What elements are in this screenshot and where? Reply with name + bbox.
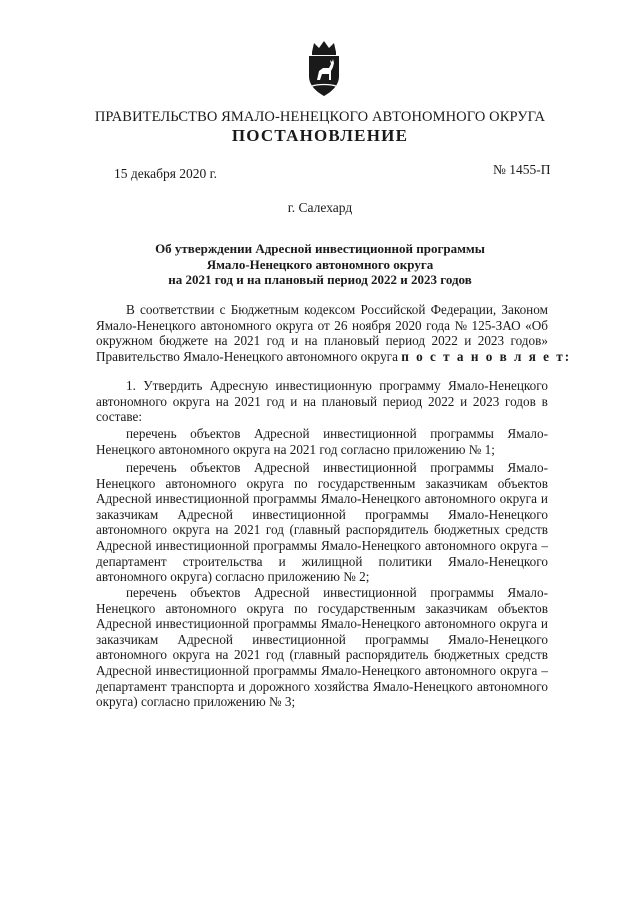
text-line-content: [96, 394, 548, 410]
word: –: [541, 537, 548, 553]
word: Ямало-Ненецкого: [320, 537, 421, 553]
word: и: [540, 616, 548, 632]
word: инвестиционной: [252, 631, 346, 647]
text-line: [96, 554, 548, 570]
word: департамент: [96, 553, 167, 569]
word: автономного: [424, 662, 496, 678]
text-line-content: [96, 522, 548, 538]
word: на: [215, 647, 229, 663]
text-line-content: [96, 476, 548, 492]
word: бюджетных: [434, 522, 500, 538]
word: заказчикам: [425, 600, 488, 616]
word: политики: [378, 553, 432, 569]
word: инвестиционной: [323, 426, 417, 441]
word: автономного: [96, 393, 168, 409]
word: годов»: [510, 333, 548, 349]
word: распорядитель: [345, 522, 429, 538]
text-line-content: [96, 491, 548, 507]
word: государственным: [317, 600, 416, 616]
word: кодексом: [304, 302, 356, 317]
word: инвестиционной: [323, 460, 417, 475]
word: (главный: [289, 522, 341, 538]
document-number: № 1455-П: [493, 162, 551, 177]
word: программы: [430, 585, 494, 600]
word: Ненецкого: [96, 475, 156, 491]
word: инвестиционной: [155, 616, 250, 632]
word: заказчикам: [96, 631, 159, 647]
word: округа: [499, 616, 537, 632]
word: ноября: [351, 317, 391, 333]
title-line: Ямало-Ненецкого автономного округа: [206, 256, 434, 272]
text-line-content: [126, 378, 548, 394]
word: объектов: [190, 585, 241, 600]
word: год: [265, 647, 284, 663]
text-line-content: [96, 616, 548, 632]
government-name: ПРАВИТЕЛЬСТВО ЯМАЛО-НЕНЕЦКОГО АВТОНОМНОГО ОКРУГА: [94, 109, 546, 125]
word: округа: [500, 537, 538, 553]
word: Ямало-Ненецкого: [320, 491, 421, 507]
word: Адресной: [96, 537, 152, 553]
word: Ямало-Ненецкого: [448, 506, 548, 522]
word: 2022: [431, 333, 458, 349]
word: 2023: [477, 333, 505, 349]
word: 2022: [428, 393, 455, 409]
text-line: автономного округа) согласно приложению № 2;: [96, 569, 370, 585]
word: программы: [253, 662, 317, 678]
word: год: [266, 393, 285, 409]
word: по: [293, 475, 308, 491]
text-line: составе:: [96, 409, 143, 425]
word: инвестиционной: [252, 506, 346, 522]
word: Ямало-: [507, 460, 548, 475]
word: Адресную: [209, 378, 269, 393]
word: объектов: [497, 475, 548, 491]
text-line: [96, 333, 548, 349]
word: округа: [172, 393, 211, 409]
word: инвестиционной: [323, 585, 417, 600]
word: год: [266, 333, 285, 349]
list-item-3: [96, 585, 548, 710]
word: жилищной: [301, 553, 363, 569]
text-line: [96, 679, 548, 695]
word: и: [540, 491, 548, 507]
word: на: [215, 522, 229, 538]
text-line-segment: Правительство Ямало-Ненецкого автономного округа: [96, 348, 398, 364]
word: объектов: [497, 600, 548, 616]
word: распорядитель: [345, 647, 429, 663]
title-line: на 2021 год и на плановый период 2022 и 2023 годов: [168, 272, 472, 287]
text-line-content: [126, 302, 548, 318]
word: перечень: [126, 585, 177, 600]
text-line-final: [96, 348, 572, 365]
word: 2021: [233, 522, 261, 538]
word: программы: [365, 506, 429, 522]
word: хозяйства: [314, 678, 369, 694]
word: Ямало-Ненецкого: [372, 678, 473, 694]
word: округа: [275, 317, 314, 333]
word: Ямало-Ненецкого: [320, 616, 421, 632]
list-item-2: [96, 460, 548, 585]
word: программы: [253, 491, 317, 507]
word: 26: [334, 317, 348, 333]
text-line-content: [96, 632, 548, 648]
text-line-content: [96, 647, 548, 663]
word: и: [278, 553, 286, 569]
word: 2023: [472, 393, 500, 409]
word: округа: [500, 662, 538, 678]
word: 125-ЗАО: [471, 317, 521, 333]
word: средств: [505, 522, 548, 538]
word: программы: [430, 460, 494, 475]
text-line: [96, 318, 548, 334]
word: 2020: [395, 317, 422, 333]
document-date: 15 декабря 2020 г.: [114, 166, 218, 181]
word: округа: [499, 491, 537, 507]
text-line-content: [96, 507, 548, 523]
word: Российской: [360, 302, 426, 317]
word: программы: [365, 631, 429, 647]
word: на: [214, 333, 228, 349]
word: автономного: [476, 678, 548, 694]
word: перечень: [126, 426, 177, 441]
word: Ямало-Ненецкого: [448, 378, 548, 393]
text-line-content: [96, 333, 548, 349]
word: и: [238, 678, 246, 694]
word: №: [454, 317, 468, 333]
word: автономного: [424, 491, 496, 507]
word: и: [464, 333, 472, 349]
word: годов: [505, 393, 536, 409]
text-line-content: [126, 426, 548, 442]
word: Адресной: [96, 491, 152, 507]
word: в: [541, 393, 548, 409]
word: Ямало-: [507, 426, 548, 441]
word: Адресной: [96, 616, 152, 632]
word: Адресной: [253, 460, 310, 475]
word: департамент: [96, 678, 167, 694]
word: на: [215, 393, 229, 409]
text-line-content: [96, 554, 548, 570]
word: бюджете: [159, 333, 209, 349]
word: –: [541, 662, 548, 678]
word: с: [219, 302, 226, 317]
text-line-content: [96, 601, 548, 617]
word: округа: [172, 522, 210, 538]
word: автономного: [96, 647, 168, 663]
word: строительства: [182, 553, 263, 569]
word: и: [290, 393, 298, 409]
word: бюджетных: [434, 647, 500, 663]
word: года: [426, 317, 450, 333]
title-line: Об утверждении Адресной инвестиционной программы: [155, 241, 485, 256]
text-line: [96, 394, 548, 410]
word: программу: [379, 378, 441, 393]
text-line-content: [96, 538, 548, 554]
word: Адресной: [177, 631, 233, 647]
text-line-content: [96, 679, 548, 695]
word: Бюджетным: [230, 302, 299, 317]
word: заказчикам: [425, 475, 488, 491]
word: программы: [430, 426, 494, 441]
text-line: [96, 538, 548, 554]
word: дорожного: [249, 678, 310, 694]
word: 2021: [233, 333, 261, 349]
text-line: [96, 647, 548, 663]
word: округа: [246, 600, 284, 616]
word: по: [293, 600, 308, 616]
word: автономного: [165, 475, 237, 491]
word: автономного: [200, 317, 272, 333]
text-line: [96, 522, 548, 538]
word: программы: [253, 616, 317, 632]
word: автономного: [424, 616, 496, 632]
list-item-1: [96, 426, 548, 457]
word: перечень: [126, 460, 177, 475]
text-line: [96, 663, 548, 679]
word: Ненецкого: [96, 600, 156, 616]
word: плановый: [323, 333, 380, 349]
item-1: [96, 378, 548, 425]
word: инвестиционную: [275, 378, 372, 393]
text-line: [96, 426, 548, 442]
text-line: [96, 476, 548, 492]
text-line-content: [126, 460, 548, 476]
word: автономного: [424, 537, 496, 553]
word: год: [265, 522, 284, 538]
text-line-content: [96, 663, 548, 679]
word: 1.: [126, 378, 136, 393]
word: Ямало-: [507, 585, 548, 600]
text-line: [96, 460, 548, 476]
text-line: [96, 302, 548, 318]
word: 2021: [233, 647, 261, 663]
document-city: г. Салехард: [287, 200, 353, 215]
text-line: [96, 585, 548, 601]
text-line-content: [126, 585, 548, 601]
text-line: [96, 601, 548, 617]
word: программы: [253, 537, 317, 553]
text-line-content: [96, 318, 548, 334]
word: автономного: [165, 600, 237, 616]
word: объектов: [190, 426, 241, 441]
word: инвестиционной: [155, 491, 250, 507]
text-line: [96, 632, 548, 648]
word: и: [291, 333, 299, 349]
word: на: [303, 393, 316, 409]
word: инвестиционной: [155, 662, 250, 678]
word: Ямало-Ненецкого: [320, 662, 421, 678]
word: Законом: [501, 302, 548, 317]
word: соответствии: [139, 302, 215, 317]
word: период: [382, 393, 423, 409]
text-line: [96, 616, 548, 632]
word: округа: [172, 647, 210, 663]
word: транспорта: [170, 678, 234, 694]
word: (главный: [289, 647, 341, 663]
word: объектов: [190, 460, 241, 475]
word: плановый: [321, 393, 378, 409]
word: Ямало-Ненецкого: [96, 317, 196, 333]
word: Адресной: [253, 426, 310, 441]
word: инвестиционной: [155, 537, 250, 553]
word: автономного: [96, 522, 168, 538]
text-line: [96, 378, 548, 394]
text-line: округа) согласно приложению № 3;: [96, 694, 296, 710]
word: Утвердить: [143, 378, 203, 393]
word: «Об: [525, 317, 548, 333]
document-type: ПОСТАНОВЛЕНИЕ: [231, 126, 409, 145]
word: Адресной: [177, 506, 233, 522]
word: В: [126, 302, 135, 317]
resolves-word: п о с т а н о в л я е т:: [401, 348, 572, 364]
document-title: [100, 241, 540, 288]
word: Федерации,: [430, 302, 497, 317]
word: окружном: [96, 333, 153, 349]
word: округа: [246, 475, 284, 491]
word: 2021: [234, 393, 261, 409]
word: Адресной: [253, 585, 310, 600]
coat-of-arms-emblem: [303, 40, 345, 98]
preamble-paragraph: [96, 302, 572, 364]
word: Ямало-Ненецкого: [448, 553, 548, 569]
word: средств: [505, 647, 548, 663]
text-line: Ненецкого автономного округа на 2021 год согласно приложению № 1;: [96, 441, 495, 457]
word: от: [317, 317, 330, 333]
word: на: [304, 333, 318, 349]
word: и: [460, 393, 468, 409]
text-line: [96, 507, 548, 523]
word: Адресной: [96, 662, 152, 678]
word: заказчикам: [96, 506, 159, 522]
text-line: [96, 491, 548, 507]
word: государственным: [317, 475, 416, 491]
word: Ямало-Ненецкого: [448, 631, 548, 647]
word: период: [385, 333, 426, 349]
